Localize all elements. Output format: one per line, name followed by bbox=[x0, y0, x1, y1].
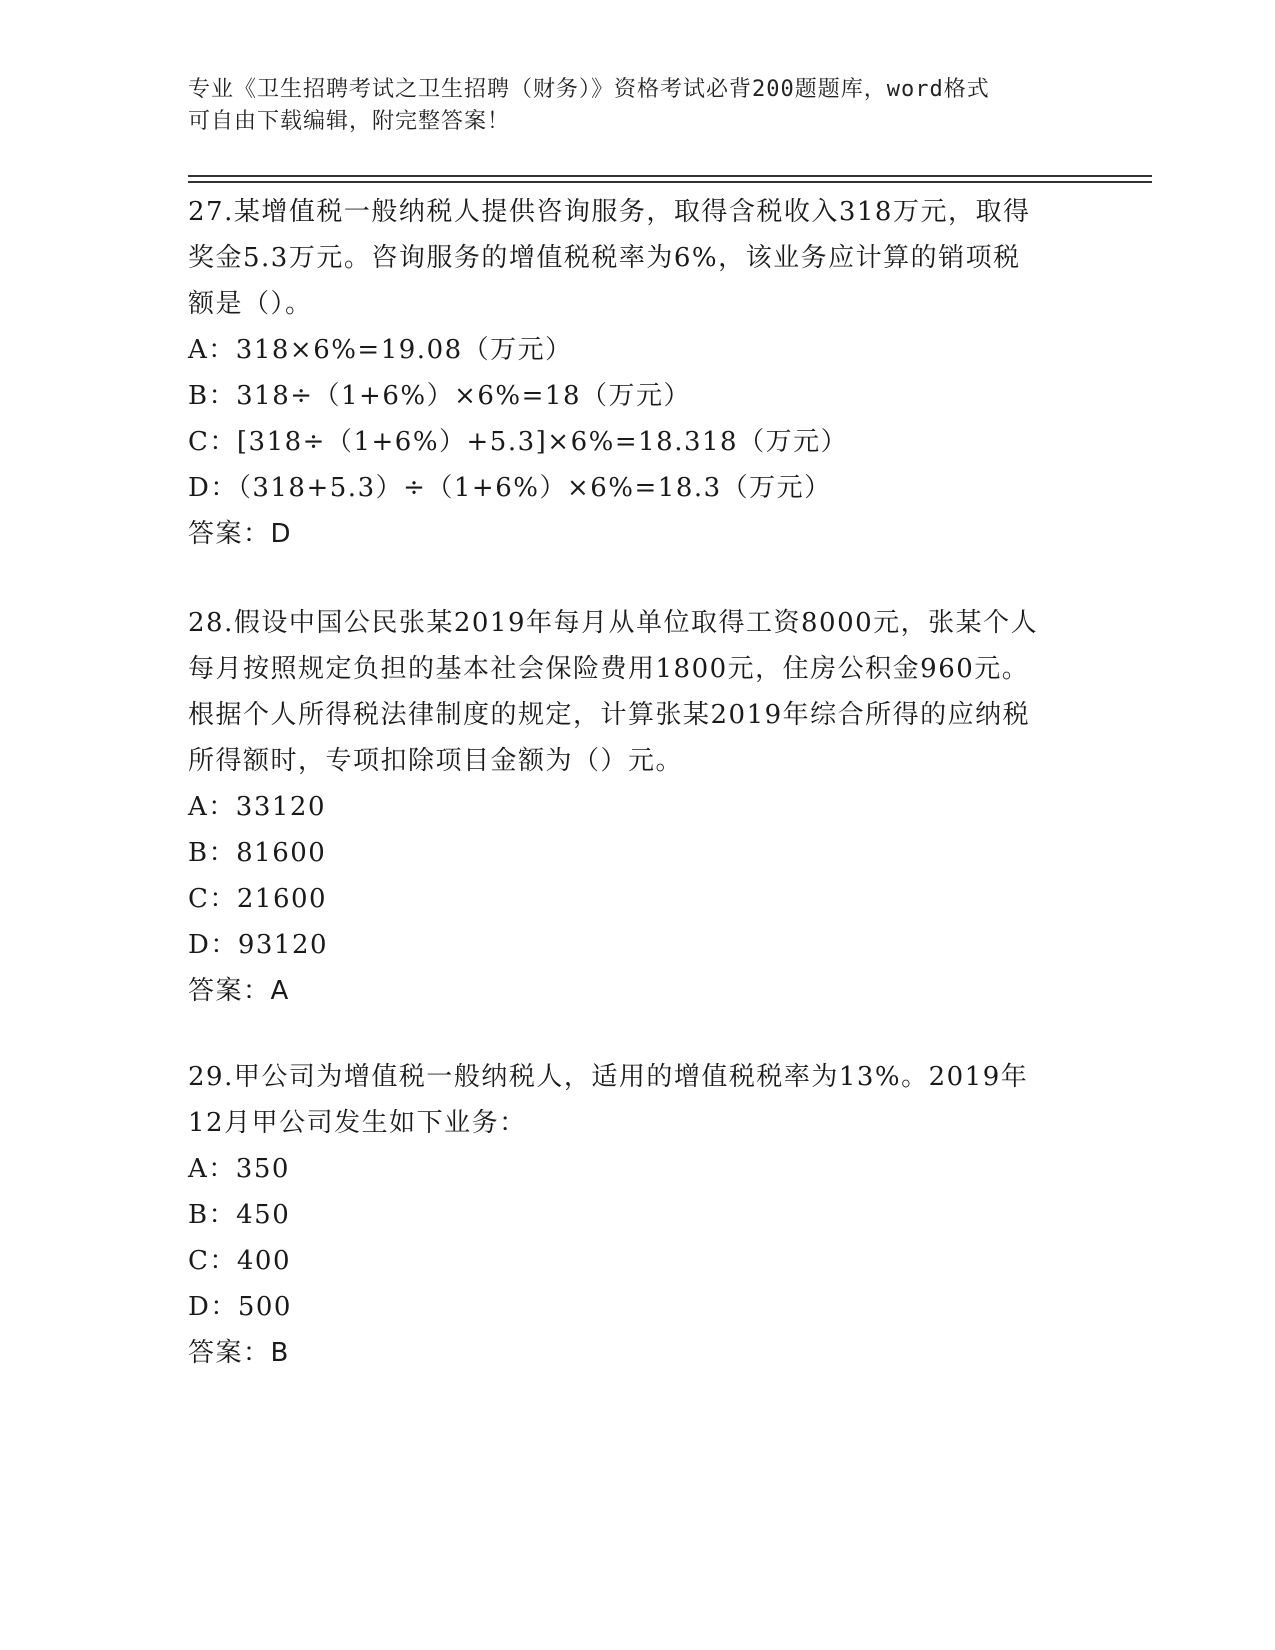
question-29 bbox=[188, 1054, 1088, 1376]
question-text bbox=[188, 600, 1088, 784]
option-b: B：450 bbox=[188, 1200, 291, 1230]
question-line: 29.甲公司为增值税一般纳税人，适用的增值税税率为13%。2019年 bbox=[188, 1062, 1029, 1092]
question-text bbox=[188, 1054, 1088, 1146]
option-c: C：21600 bbox=[188, 884, 328, 914]
answer-label: 答案：D bbox=[188, 519, 293, 549]
option-c: C：[318÷（1+6%）+5.3]×6%=18.318（万元） bbox=[188, 427, 849, 457]
question-line: 奖金5.3万元。咨询服务的增值税税率为6%，该业务应计算的销项税 bbox=[188, 243, 1021, 273]
option-d: D：（318+5.3）÷（1+6%）×6%=18.3（万元） bbox=[188, 473, 832, 503]
question-line: 额是（）。 bbox=[188, 289, 313, 319]
option-b: B：318÷（1+6%）×6%=18（万元） bbox=[188, 381, 691, 411]
option-d: D：93120 bbox=[188, 930, 329, 960]
question-line: 28.假设中国公民张某2019年每月从单位取得工资8000元，张某个人 bbox=[188, 608, 1039, 638]
header-divider bbox=[188, 175, 1152, 177]
option-a: A：318×6%=19.08（万元） bbox=[188, 335, 573, 365]
question-line: 根据个人所得税法律制度的规定，计算张某2019年综合所得的应纳税 bbox=[188, 700, 1031, 730]
question-27 bbox=[188, 189, 1088, 557]
option-a: A：33120 bbox=[188, 792, 326, 822]
question-line: 所得额时，专项扣除项目金额为（）元。 bbox=[188, 746, 684, 776]
option-b: B：81600 bbox=[188, 838, 327, 868]
question-line: 每月按照规定负担的基本社会保险费用1800元，住房公积金960元。 bbox=[188, 654, 1030, 684]
question-28 bbox=[188, 600, 1088, 1014]
option-c: C：400 bbox=[188, 1246, 292, 1276]
question-line: 27.某增值税一般纳税人提供咨询服务，取得含税收入318万元，取得 bbox=[188, 197, 1031, 227]
answer-label: 答案：B bbox=[188, 1338, 290, 1368]
option-a: A：350 bbox=[188, 1154, 290, 1184]
header-line: 专业《卫生招聘考试之卫生招聘（财务）》资格考试必背200题题库，word格式 bbox=[188, 77, 990, 102]
question-text bbox=[188, 189, 1088, 327]
question-line: 12月甲公司发生如下业务： bbox=[188, 1108, 527, 1138]
document-header bbox=[188, 74, 1068, 138]
option-d: D：500 bbox=[188, 1292, 292, 1322]
answer-label: 答案：A bbox=[188, 976, 290, 1006]
header-divider bbox=[188, 181, 1152, 183]
header-line: 可自由下载编辑，附完整答案！ bbox=[188, 109, 511, 134]
